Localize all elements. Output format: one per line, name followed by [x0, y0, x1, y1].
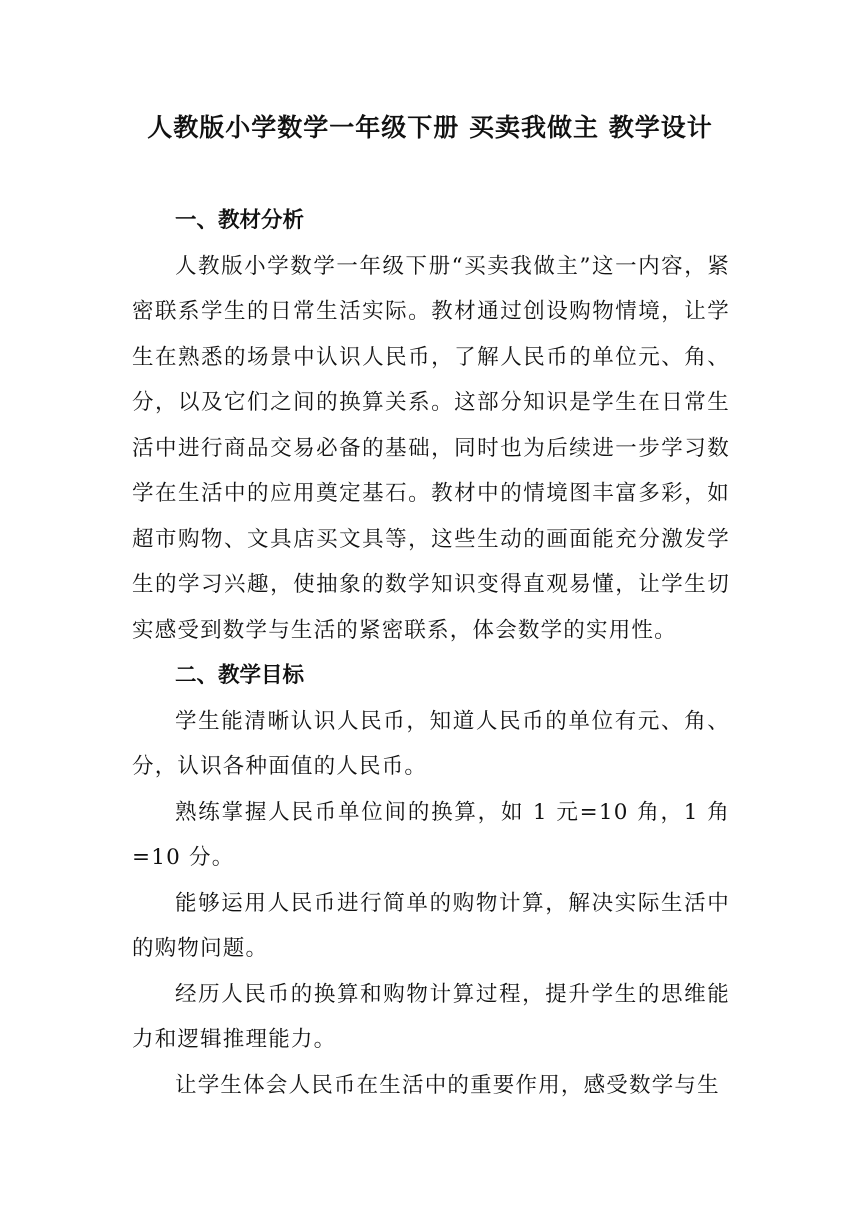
document-body [132, 198, 730, 1108]
paragraph: 能够运用人民币进行简单的购物计算，解决实际生活中的购物问题。 [132, 890, 730, 961]
section-heading-teaching-goals: 二、教学目标 [175, 663, 305, 688]
paragraph: 熟练掌握人民币单位间的换算，如 1 元=10 角，1 角=10 分。 [132, 799, 730, 870]
paragraph: 让学生体会人民币在生活中的重要作用，感受数学与生 [175, 1072, 720, 1098]
document-title: 人教版小学数学一年级下册 买卖我做主 教学设计 [147, 113, 713, 142]
paragraph: 经历人民币的换算和购物计算过程，提升学生的思维能力和逻辑推理能力。 [132, 981, 730, 1052]
paragraph: 学生能清晰认识人民币，知道人民币的单位有元、角、分，认识各种面值的人民币。 [132, 708, 730, 779]
section-heading-textbook-analysis: 一、教材分析 [175, 208, 305, 233]
paragraph: 人教版小学数学一年级下册“买卖我做主”这一内容，紧密联系学生的日常生活实际。教材通过创设购物情境，让学生在熟悉的场景中认识人民币，了解人民币的单位元、角、分，以及它们之间的换算关系。这部分知识是学生在日常生活中进行商品交易必备的基础，同时也为后续进一步学习数学在生活中的应用奠定基石。教材中的情境图丰富多彩，如超市购物、文具店买文具等，这些生动的画面能充分激发学生的学习兴趣，使抽象的数学知识变得直观易懂，让学生切实感受到数学与生活的紧密联系，体会数学的实用性。 [132, 253, 730, 643]
